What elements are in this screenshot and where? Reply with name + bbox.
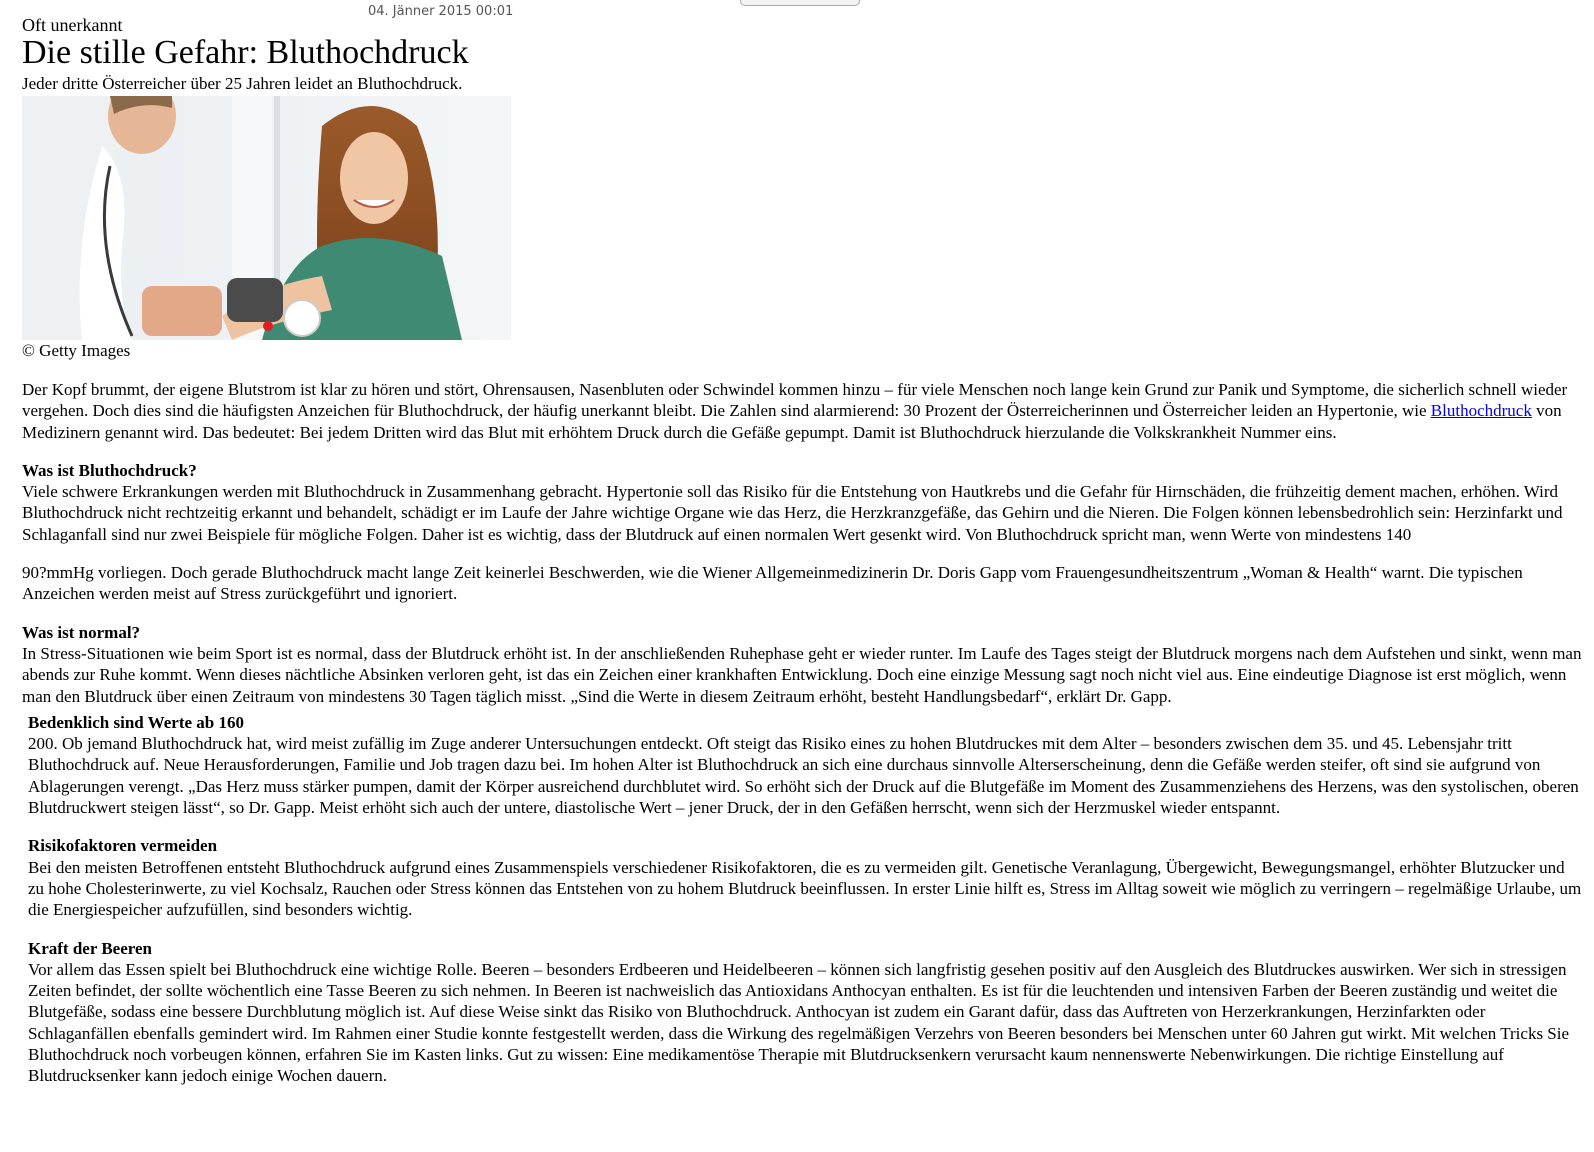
intro-text: Der Kopf brummt, der eigene Blutstrom ist klar zu hören und stört, Ohrensausen, Nasenbluten oder Schwindel kommen hinzu – für viele Menschen noch lange kein Grund zur Panik und Symptome, die sicherlich schnell wieder vergehen. Doch dies sind die häufigsten Anzeichen für Bluthochdruck, der häufig unerkannt bleibt. Die Zahlen sind alarmierend: 30 Prozent der Österreicherinnen und Österreicher leiden an Hypertonie, wie: [22, 380, 1568, 421]
section-heading-was-ist-normal: Was ist normal?: [22, 622, 141, 642]
publish-date: 04. Jänner 2015 00:01: [368, 4, 514, 19]
image-caption: © Getty Images: [22, 341, 131, 360]
indented-sections: [22, 712, 1582, 1087]
section-paragraph: Bei den meisten Betroffenen entsteht Bluthochdruck aufgrund eines Zusammenspiels verschiedener Risikofaktoren, die es zu vermeiden gilt. Genetische Veranlagung, Übergewicht, Bewegungsmangel, erhöhter Blutzucker und zu hohe Cholesterinwerte, zu viel Kochsalz, Rauchen oder Stress können das Entstehen von zu hohem Blutdruck beeinflussen. In erster Linie hilft es, Stress im Alltag soweit wie möglich zu verringern – regelmäßige Urlaube, um die Energiespeicher aufzufüllen, sind besonders wichtig.: [28, 857, 1582, 920]
top-toolbar-button[interactable]: [740, 0, 860, 6]
section-paragraph: In Stress-Situationen wie beim Sport ist es normal, dass der Blutdruck erhöht ist. In der anschließenden Ruhephase geht er wieder runter. Im Laufe des Tages steigt der Blutdruck morgens nach dem Aufstehen und sinkt, wenn man abends zur Ruhe kommt. Wenn dieses nächtliche Absinken verloren geht, ist das ein Zeichen einer krankhaften Entwicklung. Doch eine einzige Messung sagt noch nicht viel aus. Eine eindeutige Diagnose ist erst möglich, wenn man den Blutdruck über einen Zeitraum von mindestens 30 Tagen täglich misst. „Sind die Werte in diesem Zeitraum erhöht, besteht Handlungsbedarf“, erklärt Dr. Gapp.: [22, 643, 1582, 706]
section-heading-kraft-der-beeren: Kraft der Beeren: [28, 938, 152, 958]
section-paragraph: 200. Ob jemand Bluthochdruck hat, wird meist zufällig im Zuge anderer Untersuchungen entdeckt. Oft steigt das Risiko eines zu hohen Blutdruckes mit dem Alter – besonders zwischen dem 35. und 45. Lebensjahr tritt Bluthochdruck auf. Neue Herausforderungen, Familie und Job tragen dazu bei. Im hohen Alter ist Bluthochdruck an sich eine durchaus sinnvolle Alterserscheinung, denn die Gefäße werden steifer, oft sind sie aufgrund von Ablagerungen verengt. „Das Herz muss stärker pumpen, damit der Körper ausreichend durchblutet wird. So erhöht sich der Druck auf die Blutgefäße im Moment des Zusammenziehens des Herzens, was den systolischen, oberen Blutdruckwert steigen lässt“, so Dr. Gapp. Meist erhöht sich auch der untere, diastolische Wert – jener Druck, der in den Gefäßen herrscht, wenn sich der Herzmuskel wieder entspannt.: [28, 734, 1579, 818]
article-lead: Jeder dritte Österreicher über 25 Jahren leidet an Bluthochdruck.: [22, 74, 463, 93]
section-paragraph: Viele schwere Erkrankungen werden mit Bluthochdruck in Zusammenhang gebracht. Hypertonie soll das Risiko für die Entstehung von Hautkrebs und die Gefahr für Hirnschäden, die frühzeitig dement machen, erhöhen. Wird Bluthochdruck nicht rechtzeitig erkannt und behandelt, schädigt er im Laufe der Jahre wichtige Organe wie das Herz, die Herzkranzgefäße, das Gehirn und die Nieren. Die Folgen können lebensbedrohlich sein: Herzinfarkt und Schlaganfall sind nur zwei Beispiele für mögliche Folgen. Daher ist es wichtig, dass der Blutdruck auf einen normalen Wert gesenkt wird. Von Bluthochdruck spricht man, wenn Werte von mindestens 140: [22, 482, 1563, 544]
article-headline: Die stille Gefahr: Bluthochdruck: [22, 34, 469, 71]
intro-text-continued: von Medizinern genannt wird. Das bedeutet: Bei jedem Dritten wird das Blut mit erhöhtem Druck durch die Gefäße gepumpt. Damit ist Bluthochdruck hierzulande die Volkskrankheit Nummer eins.: [22, 401, 1562, 442]
section-paragraph: 90?mmHg vorliegen. Doch gerade Bluthochdruck macht lange Zeit keinerlei Beschwerden, wie die Wiener Allgemeinmedizinerin Dr. Doris Gapp vom Frauengesundheitszentrum „Woman & Health“ warnt. Die typischen Anzeichen werden meist auf Stress zurückgeführt und ignoriert.: [22, 563, 1523, 604]
bluthochdruck-link[interactable]: Bluthochdruck: [1430, 401, 1532, 421]
intro-paragraph: [22, 379, 1582, 443]
section-heading-risikofaktoren: Risikofaktoren vermeiden: [28, 836, 218, 856]
section-heading-bedenklich: Bedenklich sind Werte ab 160: [28, 712, 244, 732]
section-heading-was-ist-bluthochdruck: Was ist Bluthochdruck?: [22, 460, 197, 480]
section-paragraph: Vor allem das Essen spielt bei Bluthochdruck eine wichtige Rolle. Beeren – besonders Erdbeeren und Heidelbeeren – können sich langfristig gesehen positiv auf den Ausgleich des Blutdruckes auswirken. Wer sich in stressigen Zeiten befindet, der sollte wöchentlich eine Tasse Beeren zu sich nehmen. In Beeren ist nachweislich das Antioxidans Anthocyan enthalten. Es ist für die leuchtenden und intensiven Farben der Beeren zuständig und weitet die Blutgefäße, sodass eine bessere Durchblutung möglich ist. Auf diese Weise sinkt das Risiko von Bluthochdruck. Anthocyan ist zudem ein Garant dafür, dass das Auftreten von Herzerkrankungen, Herzinfarkten oder Schlaganfällen ebenfalls gemindert wird. Im Rahmen einer Studie konnte festgestellt werden, dass die Wirkung des regelmäßigen Verzehrs von Beeren besonders bei Menschen unter 60 Jahren gut wirkt. Mit welchen Tricks Sie Bluthochdruck noch vorbeugen können, erfahren Sie im Kasten links. Gut zu wissen: Eine medikamentöse Therapie mit Blutdrucksenkern verursacht kaum nennenswerte Nebenwirkungen. Die richtige Einstellung auf Blutdrucksenker kann jedoch einige Wochen dauern.: [28, 959, 1570, 1086]
article-photo: [22, 96, 511, 340]
article-kicker: Oft unerkannt: [22, 15, 123, 35]
article-body: [22, 379, 1582, 1104]
